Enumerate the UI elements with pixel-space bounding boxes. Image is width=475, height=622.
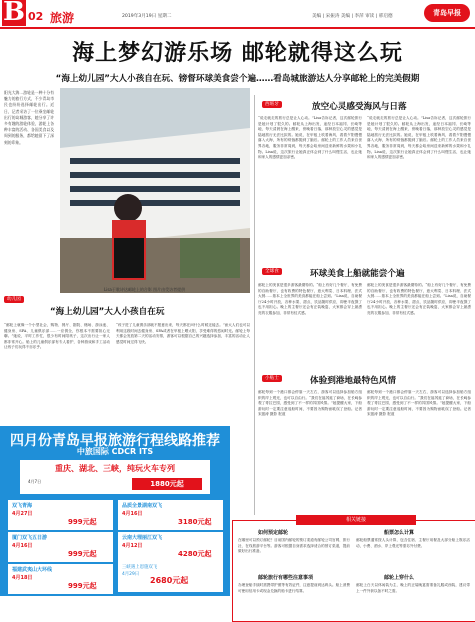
editor-credits: 美编 | 宋振涛 美编 | 李萍 审读 | 邢启德: [312, 14, 393, 19]
travel-ad: [0, 426, 230, 596]
ticket-head: 船票怎么计算: [384, 530, 415, 536]
section-title-diary: 放空心灵感受海风与日落: [312, 102, 407, 112]
ad-featured-date: 4月7日: [28, 479, 42, 484]
section-tag-kids: 幼儿园: [4, 296, 24, 302]
diary-column-1: “说走就走的旅行总是让人心动。”Lisa告诉记者，这次邮轮旅行是她计划了很久的。邮轮从上海出发，途经日本福冈、长崎等地，每天清晨在海上醒来，傍晚看日落，那种放空心灵的感觉是陆地旅行无法比拟的。她说，在甲板上吹着海风，看着夕阳慢慢落入大海，所有的烦恼都抛到了脑后。邮轮上的工作人员来自世界各地，服务非常周到，每天都会给房间送来新鲜的水果和小礼物。Lisa说，这次旅行让她真正体会到了什么叫慢生活，也让她和家人的感情更加亲密。: [258, 116, 362, 160]
section-tag-tips: 小贴士: [262, 375, 282, 381]
ad-bottom-date: 4月29日: [122, 572, 140, 577]
issue-date: 2019年3月19日 星期二: [122, 14, 172, 19]
ad-featured-route: [20, 460, 210, 494]
section-tag-food: 全球食: [262, 268, 282, 274]
ad-brand: 中旅国际 CDCR ITS: [76, 447, 154, 456]
section-tag-spain: 西班牙: [262, 101, 282, 107]
notes-text: 办理登船手续时需携带护照等有效证件，注意提前到达码头。船上消费可使用信用卡或现金兑换的船卡进行结算。: [238, 583, 350, 593]
section-name: 旅游: [50, 11, 75, 25]
ad-card: 福建武夷山大环线 4月18日 999元起: [8, 564, 113, 594]
notes-head: 邮轮旅行有哪些注意事项: [258, 575, 314, 581]
booking-head: 如何预定邮轮: [258, 530, 289, 536]
ad-featured-title: 重庆、湖北、三峡，纯玩火车专列: [55, 464, 175, 473]
ad-card: 厦门双飞五日游 4月16日 999元起: [8, 532, 113, 562]
dress-head: 邮轮上穿什么: [384, 575, 415, 581]
ad-card: 云南大理丽江双飞 4月12日 4280元起: [118, 532, 223, 562]
section-title-food: 环球美食上船就能尝个遍: [310, 269, 405, 279]
dress-text: 邮轮上白天以休闲装为主，晚上的正装晚宴需准备礼服或西装，建议带上一件外套以备不时之需。: [356, 583, 470, 593]
page-subheadline: “海上幼儿园”大人小孩自在玩、镑督环球美食尝个遍……看岛城旅游达人分享邮轮上的完美假期: [55, 74, 420, 84]
ticket-text: 邮轮船票通常按人头计算，包含住宿、主餐厅用餐及大部分船上娱乐活动，小费、酒水、岸上观光等需另外付费。: [356, 538, 470, 548]
section-title-tips: 体验到港地最特色风情: [310, 376, 396, 386]
kids-column-2: “孩子进了儿童俱乐部就不愿意出来，每天都在问什么时候还能去。”而大人们也可以利用这段时间去健身房、SPA或者在甲板上晒太阳，享受难得的悠闲时光。邮轮上每天都会发放第二天的活动安排，游客可以根据自己的兴趣选择参加，丰富的活动让人感觉时间过得飞快。: [116, 323, 250, 344]
food-column-2: 邮轮上的美食是很多游客最期待的。“船上有好几个餐厅，有免费的自助餐厅，也有收费的特色餐厅，意大利菜、日本料理、法式大餐……基本上全世界的美食都能在船上尝到。”Lisa说，自助餐厅24小时开放，各种水果、甜点、饮品随时供应，即使半夜饿了也不用担心。晚上的主餐厅还会有正装晚宴，大家都会穿上最漂亮的衣服参加，非常有仪式感。: [367, 283, 471, 315]
column-divider: [254, 95, 255, 515]
diary-column-2: “说走就走的旅行总是让人心动。”Lisa告诉记者，这次邮轮旅行是她计划了很久的。邮轮从上海出发，途经日本福冈、长崎等地，每天清晨在海上醒来，傍晚看日落，那种放空心灵的感觉是陆地旅行无法比拟的。她说，在甲板上吹着海风，看着夕阳慢慢落入大海，所有的烦恼都抛到了脑后。邮轮上的工作人员来自世界各地，服务非常周到，每天都会给房间送来新鲜的水果和小礼物。Lisa说，这次旅行让她真正体会到了什么叫慢生活，也让她和家人的感情更加亲密。: [367, 116, 471, 160]
related-links-title: 相关链接: [296, 515, 416, 525]
ad-card: 双飞青海 4月27日 999元起: [8, 500, 113, 530]
header-rule: [0, 27, 475, 29]
tips-column-1: 邮轮每到一个港口都会停靠一天左右，游客可以选择参加船方组织的岸上观光，也可以自由行。“我们在福冈逛了商场，在长崎参观了哥拉巴园，感受到了不一样的异国风情。”她提醒大家，下船游玩时一定要注意返船时间，不要因为购物而耽误了登船。记者 宋振涛 摄影 报道: [258, 390, 362, 417]
photo-caption: Lisa于歌诗达邮轮上的合影 图片由受访者提供: [104, 287, 186, 292]
page-number: 02: [28, 10, 44, 23]
ad-bottom-price: 2680元起: [150, 576, 189, 585]
food-column-1: 邮轮上的美食是很多游客最期待的。“船上有好几个餐厅，有免费的自助餐厅，也有收费的特色餐厅，意大利菜、日本料理、法式大餐……基本上全世界的美食都能在船上尝到。”Lisa说，自助餐厅24小时开放，各种水果、甜点、饮品随时供应，即使半夜饿了也不用担心。晚上的主餐厅还会有正装晚宴，大家都会穿上最漂亮的衣服参加，非常有仪式感。: [258, 283, 362, 315]
ad-title: 四月份青岛早报旅游行程线路推荐: [10, 433, 220, 449]
ad-featured-price: 1880元起: [132, 478, 202, 490]
booking-text: 在哪里可以预订邮轮？目前国内邮轮的预订渠道有邮轮公司官网、旅行社、在线旅游平台等。游客可根据自身需求选择适合的预订渠道，提前做好出行准备。: [238, 538, 350, 554]
newspaper-logo: 青岛早报: [424, 4, 470, 22]
section-letter: B: [3, 0, 25, 27]
kids-column-1: “邮轮上就像一个小型社会，购物、餐厅、剧院、赌场、游泳池、健身房、SPA、儿童俱乐部……一应俱全，你根本不需要担心无聊。”她说，平时工作忙，很少有时间陪孩子，这次出行让一家人都非常开心。船上的儿童俱乐部有专人看护，各种游戏和手工活动让孩子们玩得不亦乐乎。: [4, 323, 110, 350]
ad-card: 品质全景湖南双飞 4月16日 3180元起: [118, 500, 223, 530]
cruise-photo: [60, 88, 250, 293]
ad-bottom-card: [118, 558, 223, 592]
section-title-kids: “海上幼儿园”大人小孩自在玩: [50, 307, 165, 317]
tips-column-2: 邮轮每到一个港口都会停靠一天左右，游客可以选择参加船方组织的岸上观光，也可以自由行。“我们在福冈逛了商场，在长崎参观了哥拉巴园，感受到了不一样的异国风情。”她提醒大家，下船游玩时一定要注意返船时间，不要因为购物而耽误了登船。记者 宋振涛 摄影 报道: [367, 390, 471, 417]
intro-sidebar-text: 阳光大海…游轮是一种十分有魅力的旅行方式，不少青岛市民也纷纷选择邮轮出行。近日，记者采访了一位乘坐邮轮出行的岛城游客，她分享了许多有趣的游轮体验，游轮上各种丰富的活动、各国美食以及周到的服务，都给她留下了深刻的印象。: [4, 90, 54, 145]
ad-bottom-title: 三峡遇上恩施双飞: [122, 565, 158, 570]
page-headline: 海上梦幻游乐场 邮轮就得这么玩: [72, 41, 403, 66]
